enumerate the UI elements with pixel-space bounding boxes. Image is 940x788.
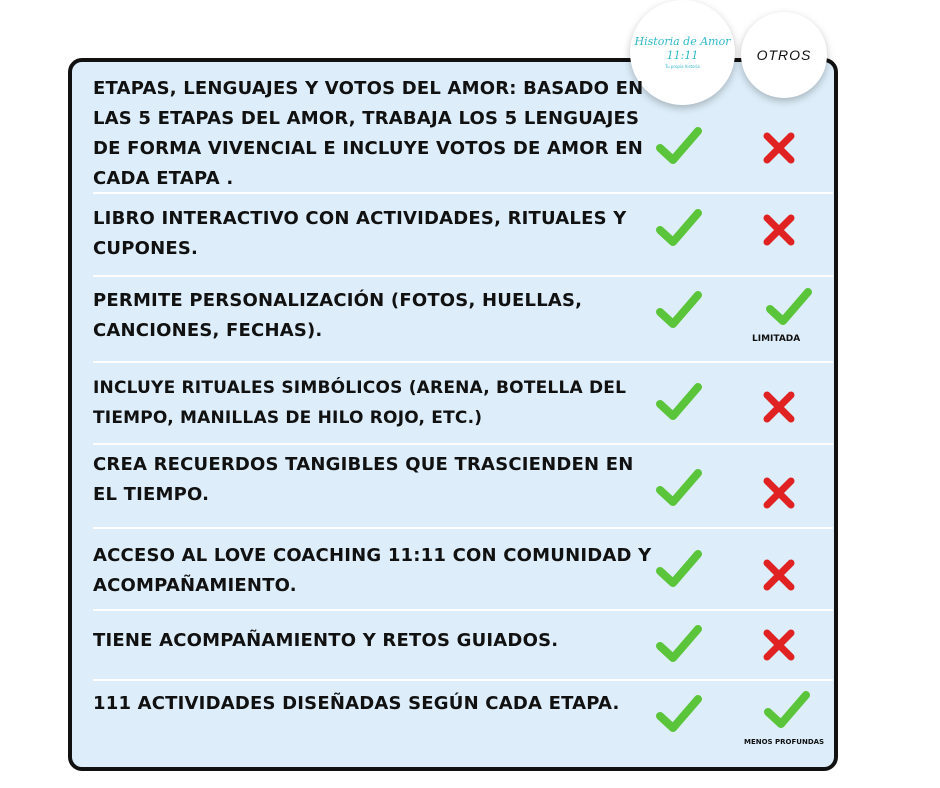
check-icon (656, 624, 702, 664)
check-icon (766, 287, 812, 327)
check-icon (764, 690, 810, 730)
check-icon (656, 549, 702, 589)
others-column-label: OTROS (756, 47, 812, 63)
brand-logo-number: 11:11 (666, 48, 699, 62)
cross-icon (762, 131, 796, 165)
limited-note: LIMITADA (752, 334, 801, 344)
feature-row-7-text: TIENE ACOMPAÑAMIENTO Y RETOS GUIADOS. (93, 630, 559, 651)
row-divider (93, 443, 833, 445)
row-divider (93, 192, 833, 194)
feature-row-5-text: CREA RECUERDOS TANGIBLES QUE TRASCIENDEN EN EL TIEMPO. (93, 454, 634, 505)
brand-logo-title: Historia de Amor (634, 35, 731, 49)
brand-logo-tagline: Tu propia historia (665, 63, 700, 69)
check-icon (656, 290, 702, 330)
row-divider (93, 527, 833, 529)
feature-row-1-text: ETAPAS, LENGUAJES Y VOTOS DEL AMOR: BASADO EN LAS 5 ETAPAS DEL AMOR, TRABAJA LOS 5 LENGUAJES DE FORMA VIVENCIAL E INCLUYE VOTOS DE AMOR EN CADA ETAPA . (93, 78, 644, 189)
row-divider (93, 679, 833, 681)
cross-icon (762, 476, 796, 510)
row-divider (93, 361, 833, 363)
feature-row-8-text: 111 ACTIVIDADES DISEÑADAS SEGÚN CADA ETAPA. (93, 693, 620, 714)
less-deep-note: MENOS PROFUNDAS (744, 738, 825, 746)
feature-row-2-text: LIBRO INTERACTIVO CON ACTIVIDADES, RITUALES Y CUPONES. (93, 208, 627, 259)
check-icon (656, 694, 702, 734)
cross-icon (762, 558, 796, 592)
feature-row-4-text: INCLUYE RITUALES SIMBÓLICOS (ARENA, BOTELLA DEL TIEMPO, MANILLAS DE HILO ROJO, ETC.) (93, 378, 627, 428)
cross-icon (762, 628, 796, 662)
check-icon (656, 468, 702, 508)
cross-icon (762, 390, 796, 424)
row-divider (93, 275, 833, 277)
others-column-badge (741, 12, 827, 98)
cross-icon (762, 213, 796, 247)
check-icon (656, 126, 702, 166)
row-divider (93, 609, 833, 611)
check-icon (656, 382, 702, 422)
feature-row-6-text: ACCESO AL LOVE COACHING 11:11 CON COMUNIDAD Y ACOMPAÑAMIENTO. (93, 545, 652, 596)
feature-row-3-text: PERMITE PERSONALIZACIÓN (FOTOS, HUELLAS, CANCIONES, FECHAS). (93, 290, 583, 341)
check-icon (656, 208, 702, 248)
